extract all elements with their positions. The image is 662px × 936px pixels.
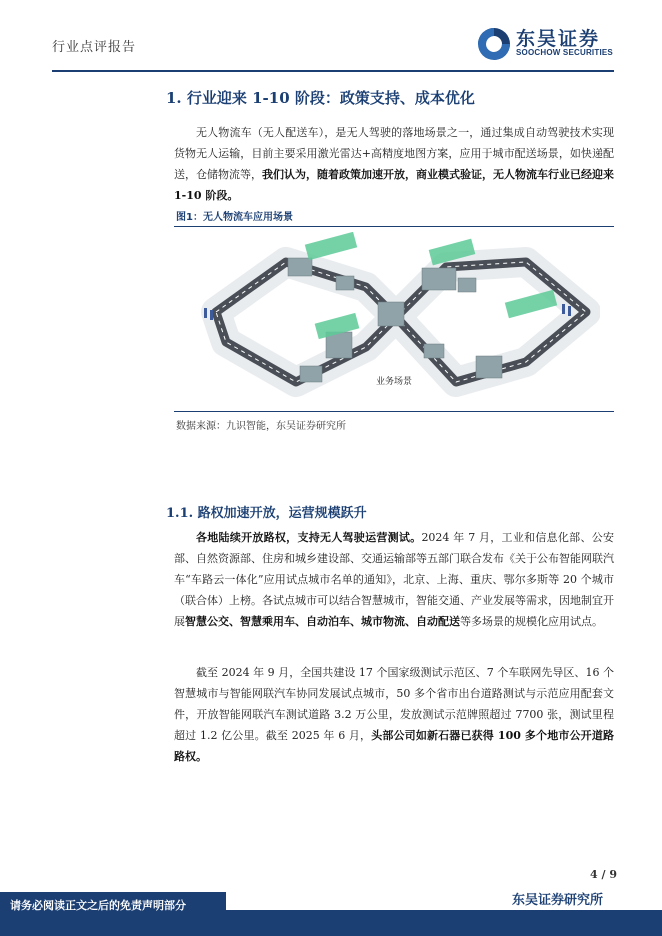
policy-bold-scenarios: 智慧公交、智慧乘用车、自动泊车、城市物流、自动配送 (185, 615, 460, 628)
page-number: 4 / 9 (590, 868, 617, 881)
footer-disclaimer: 请务必阅读正文之后的免责声明部分 (10, 899, 186, 912)
subsection-title: 1.1. 路权加速开放，运营规模跃升 (166, 506, 367, 521)
figure-center-label: 业务场景 (376, 377, 413, 387)
figure-source: 数据来源：九识智能，东吴证券研究所 (176, 421, 346, 432)
stats-paragraph (174, 662, 614, 767)
intro-text: 无人物流车（无人配送车），是无人驾驶的落地场景之一，通过集成自动驾驶技术实现货物无人运输，目前主要采用激光雷达+高精度地图方案，应用于城市配送场景，如快递配送，仓储物流等， (174, 126, 614, 181)
figure-top-rule (174, 226, 614, 227)
header-divider (52, 70, 614, 72)
stats-bold-text: 头部公司如新石器已获得 100 多个地市公开道路路权。 (174, 729, 614, 763)
logistics-scenario-illustration (196, 232, 600, 408)
report-type: 行业点评报告 (52, 40, 137, 55)
logo-subtext: SOOCHOW SECURITIES (516, 48, 613, 57)
policy-paragraph (174, 527, 614, 632)
stats-text: 截至 2024 年 9 月，全国共建设 17 个国家级测试示范区、7 个车联网先导区、16 个智慧城市与智能网联汽车协同发展试点城市，50 多个省市出台道路测试与示范应用配套文件，开放智能网联汽车测试道路 3.2 万公里，发放测试示范牌照超过 7700 张，测试里程超过 1.2 亿公里。截至 2025 年 6 月， (174, 666, 614, 742)
figure-bottom-rule (174, 411, 614, 412)
intro-paragraph (174, 122, 614, 206)
intro-bold-text: 我们认为，随着政策加速开放，商业模式验证，无人物流车行业已经迎来 1-10 阶段。 (174, 168, 614, 202)
policy-text: 2024 年 7 月，工业和信息化部、公安部、自然资源部、住房和城乡建设部、交通运输部等五部门联合发布《关于公布智能网联汽车“车路云一体化”应用试点城市名单的通知》，北京、上海、重庆、鄂尔多斯等 20 个城市（联合体）上榜。各试点城市可以结合智慧城市，智能交通、产业发展等需求，因地制宜开展 (174, 531, 614, 628)
figure-caption: 图1：无人物流车应用场景 (176, 212, 293, 223)
footer-institute: 东吴证券研究所 (512, 893, 604, 908)
section-title: 1. 行业迎来 1-10 阶段：政策支持、成本优化 (166, 89, 475, 107)
logo-text: 东吴证券 (516, 28, 601, 50)
policy-text-end: 等多场景的规模化应用试点。 (460, 615, 603, 628)
policy-bold-lead: 各地陆续开放路权，支持无人驾驶运营测试。 (196, 531, 422, 544)
